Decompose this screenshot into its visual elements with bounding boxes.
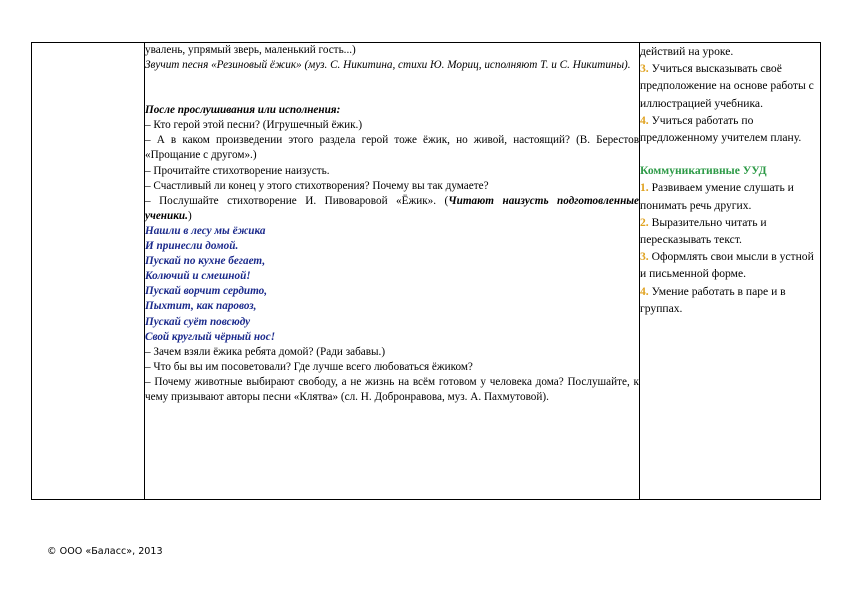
text-line-top-right: действий на уроке. — [640, 45, 734, 58]
question-1: – Кто герой этой песни? (Игрушечный ёжик.) — [145, 119, 363, 132]
question-8: – Почему животные выбирают свободу, а не жизнь на всём готовом у человека дома? Послушайте, к чему призывают авторы песни «Клятва» (сл. Н. Добронравова, муз. А. Пахмутовой). — [145, 375, 639, 403]
question-7: – Что бы вы им посоветовали? Где лучше всего любоваться ёжиком? — [145, 360, 473, 373]
left-column-cell — [32, 43, 145, 500]
poem-line: Пускай ворчит сердито, — [145, 285, 268, 298]
uud-cell — [640, 43, 821, 500]
question-5-text: – Послушайте стихотворение И. Пивоваровой «Ёжик». ( — [145, 194, 449, 207]
question-2: – А в каком произведении этого раздела герой тоже ёжик, но живой, настоящий? (В. Берестов «Прощание с другом».) — [145, 134, 639, 162]
item-text: Умение работать в паре и в группах. — [640, 284, 786, 315]
poem-line: И принесли домой. — [145, 240, 239, 253]
communicative-heading: Коммуникативные УУД — [640, 164, 767, 178]
question-5-end: ) — [187, 209, 192, 222]
poem-line: Свой круглый чёрный нос! — [145, 330, 276, 343]
poem-line: Нашли в лесу мы ёжика — [145, 224, 266, 237]
poem-line: Пыхтит, как паровоз, — [145, 300, 257, 313]
spacer — [145, 73, 639, 103]
item-number: 2. — [640, 215, 649, 229]
after-listening-heading: После прослушивания или исполнения: — [145, 104, 341, 117]
communicative-item-1 — [640, 179, 820, 213]
question-4: – Счастливый ли конец у этого стихотворения? Почему вы так думаете? — [145, 179, 489, 192]
question-5-italic: Читают наизусть подготовленные ученики. — [145, 194, 640, 222]
item-number: 3. — [640, 250, 649, 264]
table-row — [32, 43, 821, 500]
copyright-footer: © ООО «Баласс», 2013 — [47, 546, 163, 557]
poem-line: Колючий и смешной! — [145, 270, 251, 283]
question-3: – Прочитайте стихотворение наизусть. — [145, 164, 330, 177]
item-text: Развиваем умение слушать и понимать речь других. — [640, 181, 794, 212]
communicative-item-4 — [640, 283, 820, 317]
question-6: – Зачем взяли ёжика ребята домой? (Ради забавы.) — [145, 345, 386, 358]
regulative-item-3 — [640, 60, 820, 112]
lesson-content-cell — [145, 43, 640, 500]
regulative-item-4 — [640, 112, 820, 146]
item-text: Учиться высказывать своё предположение на основе работы с иллюстрацией учебника. — [640, 62, 814, 110]
item-number: 1. — [640, 181, 649, 195]
communicative-item-3 — [640, 248, 820, 282]
item-number: 4. — [640, 284, 649, 298]
poem-block — [145, 224, 639, 345]
poem-line: Пускай суёт повсюду — [145, 315, 251, 328]
item-number: 4. — [640, 113, 649, 127]
item-text: Оформлять свои мысли в устной и письменной форме. — [640, 250, 814, 281]
question-5 — [145, 194, 639, 224]
lesson-table — [31, 42, 821, 500]
item-number: 3. — [640, 62, 649, 76]
item-text: Учиться работать по предложенному учителем плану. — [640, 113, 802, 145]
song-note: Звучит песня «Резиновый ёжик» (муз. С. Никитина, стихи Ю. Мориц, исполняют Т. и С. Никитины). — [145, 59, 631, 72]
poem-line: Пускай по кухне бегает, — [145, 255, 266, 268]
item-text: Выразительно читать и пересказывать текст. — [640, 215, 767, 247]
communicative-item-2 — [640, 214, 820, 248]
text-line-top: увалень, упрямый зверь, маленький гость...) — [145, 44, 356, 56]
